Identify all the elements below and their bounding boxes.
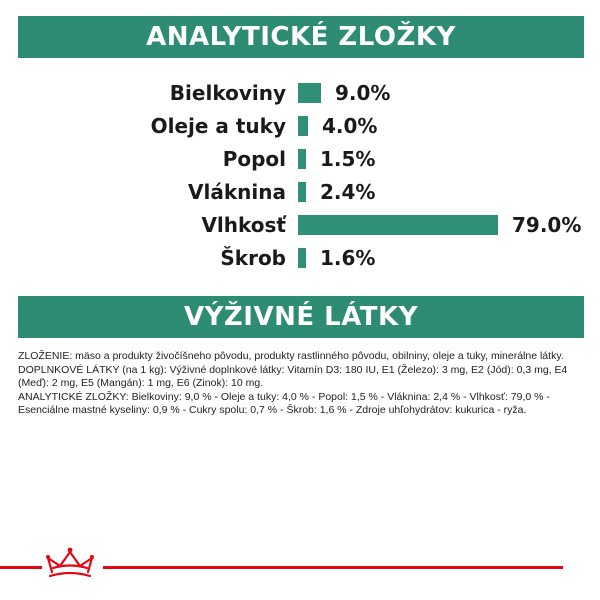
- category-label: Bielkoviny: [169, 81, 286, 105]
- value-label: 2.4%: [320, 180, 376, 204]
- chart-row: [0, 243, 600, 273]
- composition-text-block: [18, 350, 584, 418]
- value-label: 1.6%: [320, 246, 376, 270]
- value-label: 9.0%: [335, 81, 391, 105]
- bar: [298, 116, 308, 136]
- chart-row: [0, 210, 600, 240]
- composition-paragraph: ZLOŽENIE: mäso a produkty živočíšneho pôvodu, produkty rastlinného pôvodu, obilniny, oleje a tuky, minerálne látky.: [18, 350, 564, 362]
- category-label: Popol: [222, 147, 286, 171]
- bar: [298, 182, 306, 202]
- crown-icon: [40, 546, 100, 582]
- analytical-components-banner: [18, 16, 584, 58]
- bar: [298, 215, 498, 235]
- analytical-paragraph: ANALYTICKÉ ZLOŽKY: Bielkoviny: 9,0 % - Oleje a tuky: 4,0 % - Popol: 1,5 % - Vláknina: 2,4 % - Vlhkosť: 79,0 % - Esenciálne mastné kyseliny: 0,9 % - Cukry spolu: 0,7 % - Škrob: 1,6 % - Zdroje uhľohydrátov: kukurica - ryža.: [18, 390, 550, 416]
- footer-line-left: [0, 566, 42, 569]
- category-label: Škrob: [220, 246, 286, 270]
- category-label: Vláknina: [188, 180, 286, 204]
- category-label: Vlhkosť: [201, 213, 286, 237]
- bar: [298, 83, 321, 103]
- footer-line-right: [103, 566, 563, 569]
- chart-row: [0, 144, 600, 174]
- category-label: Oleje a tuky: [150, 114, 286, 138]
- chart-row: [0, 177, 600, 207]
- bar: [298, 248, 306, 268]
- additives-paragraph: DOPLNKOVÉ LÁTKY (na 1 kg): Výživné doplnkové látky: Vitamín D3: 180 IU, E1 (Železo): 3 mg, E2 (Jód): 0,3 mg, E4 (Meď): 2 mg, E5 (Mangán): 1 mg, E6 (Zinok): 10 mg.: [18, 363, 568, 389]
- value-label: 79.0%: [512, 213, 582, 237]
- nutrients-banner: [18, 296, 584, 338]
- nutrients-title: VÝŽIVNÉ LÁTKY: [183, 302, 419, 332]
- analytical-components-title: ANALYTICKÉ ZLOŽKY: [146, 22, 456, 52]
- value-label: 1.5%: [320, 147, 376, 171]
- chart-row: [0, 111, 600, 141]
- value-label: 4.0%: [322, 114, 378, 138]
- bar: [298, 149, 306, 169]
- chart-row: [0, 78, 600, 108]
